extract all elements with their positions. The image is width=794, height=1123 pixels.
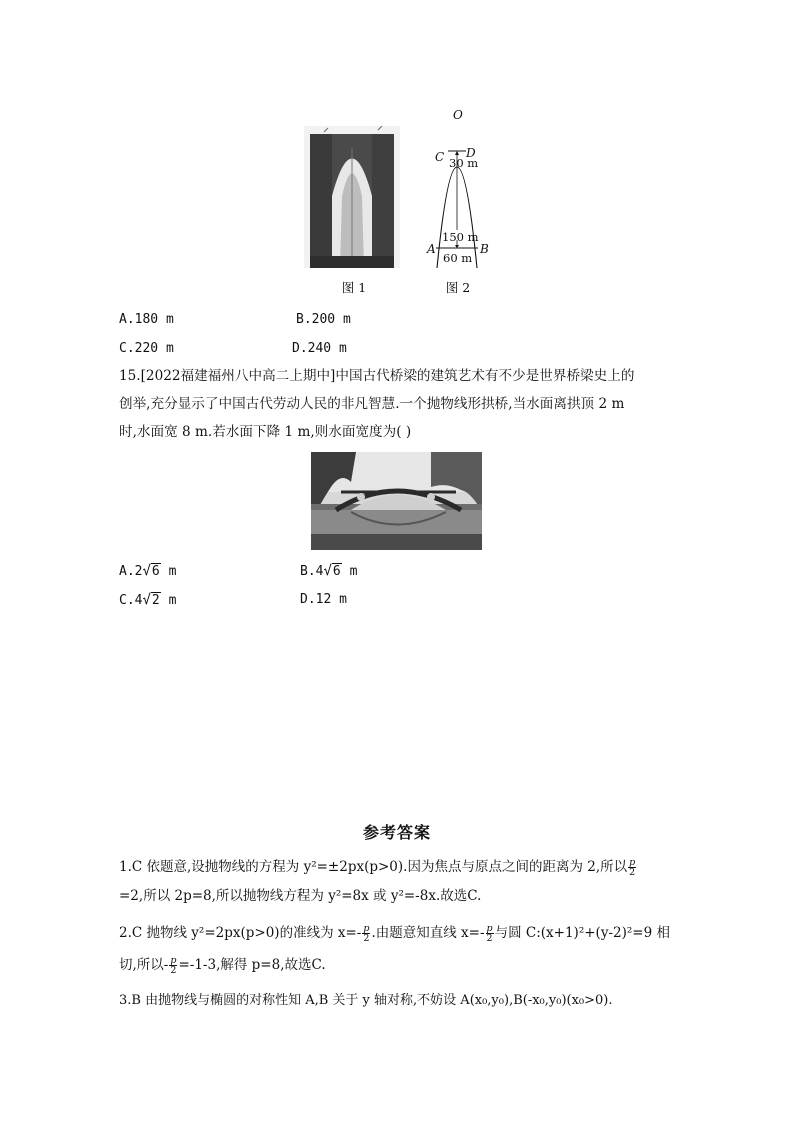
figure-1-caption: 图 1 [341,280,367,295]
q15-option-a: A.2√6 m [119,563,177,579]
q15-option-c: C.4√2 m [119,592,177,608]
q14-option-d: D.240 m [292,341,347,356]
label-A: A [427,242,436,256]
label-D: D [466,146,476,160]
q14-option-b: B.200 m [296,312,351,327]
answer-2-line2: 切,所以- $\frac{p}{2}$ =-1-3,解得 p=8,故选C. [119,955,326,976]
fraction-p-over-2: $\frac{p}{2}$ [486,923,493,944]
label-ab-width: 60 m [443,251,473,265]
answer-2-line1: 2.C 抛物线 y²=2px(p>0)的准线为 x=- $\frac{p}{2}$ .由题意知直线 x=- $\frac{p}{2}$ 与圆 C:(x+1)²+(y-2)²=9 相 [119,923,670,944]
q15-text-line2: 创举,充分显示了中国古代劳动人民的非凡智慧.一个抛物线形拱桥,当水面离拱顶 2 m [119,396,625,412]
fraction-p-over-2: $\frac{p}{2}$ [363,923,370,944]
arch-bridge-image [311,452,482,550]
answer-1-line1: 1.C 依题意,设抛物线的方程为 y²=±2px(p>0).因为焦点与原点之间的距离为 2,所以 $\frac{p}{2}$ [119,857,636,878]
figure-1-photo [304,126,400,268]
label-height: 150 m [442,230,479,244]
figure-2-caption: 图 2 [445,280,471,295]
q15-bridge-photo [311,452,482,550]
fraction-p-over-2: $\frac{p}{2}$ [629,857,636,878]
figure-2-diagram [420,106,500,270]
label-B: B [480,242,489,256]
bridge-tower-image [304,126,400,268]
q15-text-line1: 15.[2022福建福州八中高二上期中]中国古代桥梁的建筑艺术有不少是世界桥梁史上的 [119,368,635,384]
q15-option-d: D.12 m [300,592,347,607]
q14-option-a: A.180 m [119,312,174,327]
label-cd-width: 30 m [449,156,479,170]
fraction-p-over-2: $\frac{p}{2}$ [170,955,177,976]
q15-text-line3: 时,水面宽 8 m.若水面下降 1 m,则水面宽度为( ) [119,424,412,440]
q14-option-c: C.220 m [119,341,174,356]
answers-heading: 参考答案 [362,823,431,842]
answer-1-line2: =2,所以 2p=8,所以抛物线方程为 y²=8x 或 y²=-8x.故选C. [119,888,482,904]
label-O: O [453,108,463,122]
q15-option-b: B.4√6 m [300,563,358,579]
label-C: C [435,150,445,164]
answer-3-line1: 3.B 由抛物线与椭圆的对称性知 A,B 关于 y 轴对称,不妨设 A(x₀,y₀),B(-x₀,y₀)(x₀>0). [119,993,613,1008]
